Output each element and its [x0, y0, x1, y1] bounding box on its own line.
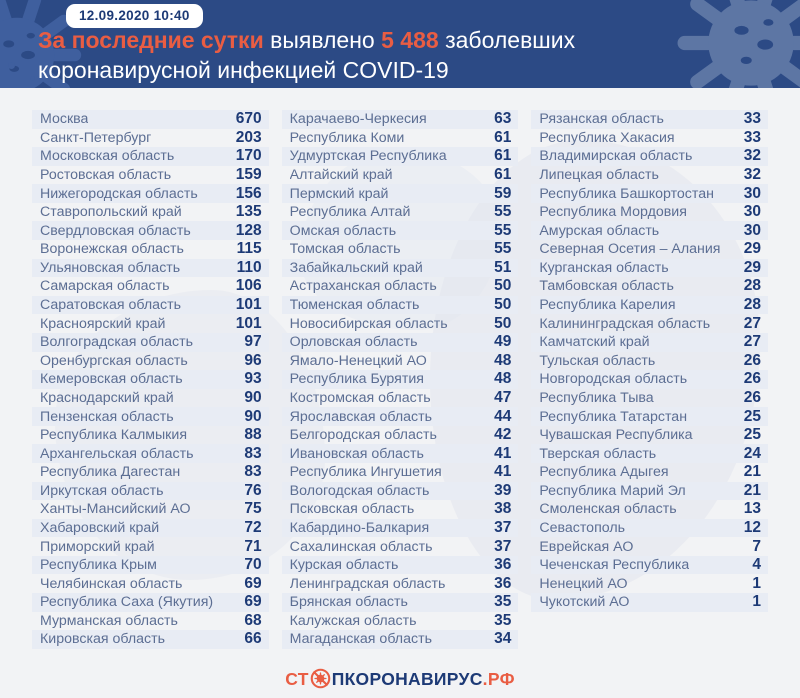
region-name: Орловская область [289, 334, 418, 351]
table-row [32, 110, 269, 129]
region-name: Пермский край [289, 185, 389, 202]
region-name: Карачаево-Черкесия [289, 111, 427, 128]
region-name: Оренбургская область [40, 352, 188, 369]
region-name: Республика Дагестан [40, 464, 181, 481]
region-name: Республика Коми [289, 129, 405, 146]
region-value: 50 [494, 296, 512, 314]
region-value: 21 [743, 481, 762, 499]
region-value: 30 [743, 184, 762, 202]
title-line2: коронавирусной инфекцией COVID-19 [38, 57, 449, 83]
region-value: 101 [235, 296, 262, 314]
decor-dot [8, 62, 15, 69]
table-row [531, 500, 768, 519]
region-name: Псковская область [289, 501, 415, 518]
table-row [32, 277, 269, 296]
region-value: 203 [235, 128, 262, 146]
table-row [32, 240, 269, 259]
region-name: Республика Бурятия [289, 371, 424, 388]
logo-main: ПКОРОНАВИРУС [331, 669, 483, 689]
region-value: 75 [244, 500, 262, 518]
region-table [32, 110, 768, 649]
table-row [32, 352, 269, 371]
region-value: 670 [235, 110, 262, 128]
region-name: Республика Ингушетия [289, 464, 442, 481]
region-name: Самарская область [40, 278, 170, 295]
table-row [531, 129, 768, 148]
region-name: Тульская область [539, 352, 656, 369]
region-name: Ивановская область [289, 445, 424, 462]
table-row [282, 370, 519, 389]
table-row [32, 556, 269, 575]
region-value: 83 [244, 444, 262, 462]
region-value: 26 [743, 351, 762, 369]
stopcoronavirus-logo [0, 668, 800, 690]
region-name: Забайкальский край [289, 259, 423, 276]
region-value: 34 [494, 630, 512, 648]
region-name: Рязанская область [539, 111, 664, 128]
region-value: 47 [494, 388, 512, 406]
table-row [282, 630, 519, 649]
region-value: 4 [752, 556, 762, 574]
table-row [282, 221, 519, 240]
region-value: 61 [494, 128, 512, 146]
region-value: 33 [743, 128, 762, 146]
region-name: Новосибирская область [289, 315, 448, 332]
table-row [531, 482, 768, 501]
region-value: 28 [743, 277, 762, 295]
region-value: 55 [494, 203, 512, 221]
region-value: 36 [494, 556, 512, 574]
region-name: Архангельская область [40, 445, 194, 462]
timestamp-badge: 12.09.2020 10:40 [66, 4, 203, 28]
table-row [282, 110, 519, 129]
region-value: 41 [494, 463, 512, 481]
region-name: Республика Крым [40, 557, 157, 574]
table-row [282, 407, 519, 426]
region-name: Омская область [289, 222, 397, 239]
region-name: Калининградская область [539, 315, 711, 332]
region-value: 1 [752, 593, 762, 611]
table-row [531, 389, 768, 408]
region-value: 39 [494, 481, 512, 499]
region-name: Тамбовская область [539, 278, 674, 295]
table-row [282, 463, 519, 482]
table-row [32, 407, 269, 426]
region-value: 76 [244, 481, 262, 499]
table-row [282, 259, 519, 278]
region-name: Красноярский край [40, 315, 166, 332]
region-name: Курганская область [539, 259, 669, 276]
region-value: 96 [244, 351, 262, 369]
region-name: Республика Адыгея [539, 464, 669, 481]
region-name: Ямало-Ненецкий АО [289, 352, 427, 369]
region-value: 21 [743, 463, 762, 481]
table-row [32, 463, 269, 482]
region-value: 69 [244, 593, 262, 611]
table-row [32, 426, 269, 445]
region-name: Амурская область [539, 222, 660, 239]
table-row [531, 240, 768, 259]
table-row [32, 519, 269, 538]
region-name: Чувашская Республика [539, 427, 693, 444]
page-title [38, 25, 575, 85]
table-row [32, 129, 269, 148]
table-row [531, 426, 768, 445]
region-value: 61 [494, 166, 512, 184]
region-value: 55 [494, 221, 512, 239]
region-value: 110 [236, 258, 262, 276]
table-row [282, 314, 519, 333]
region-value: 25 [743, 407, 762, 425]
region-value: 115 [236, 240, 262, 258]
region-name: Кабардино-Балкария [289, 520, 430, 536]
region-value: 50 [494, 277, 512, 295]
region-name: Чукотский АО [539, 594, 630, 611]
table-row [282, 426, 519, 445]
region-name: Новгородская область [539, 371, 688, 388]
region-name: Чеченская Республика [539, 557, 690, 574]
region-name: Севастополь [539, 520, 626, 536]
table-row [531, 352, 768, 371]
table-row [282, 556, 519, 575]
table-row [32, 314, 269, 333]
region-value: 27 [743, 314, 762, 332]
region-value: 25 [743, 426, 762, 444]
region-value: 26 [743, 388, 762, 406]
region-name: Северная Осетия – Алания [539, 241, 721, 258]
table-row [32, 147, 269, 166]
table-row [531, 277, 768, 296]
table-row [282, 537, 519, 556]
region-name: Нижегородская область [40, 185, 198, 202]
table-row [32, 537, 269, 556]
table-row [531, 444, 768, 463]
region-value: 61 [494, 147, 512, 165]
table-row [32, 296, 269, 315]
table-row [531, 314, 768, 333]
region-name: Саратовская область [40, 297, 182, 314]
region-value: 156 [235, 184, 262, 202]
region-value: 12 [743, 519, 762, 536]
region-name: Камчатский край [539, 334, 650, 351]
table-row [32, 630, 269, 649]
region-name: Волгоградская область [40, 334, 193, 351]
region-name: Томская область [289, 241, 401, 258]
region-name: Брянская область [289, 594, 408, 611]
region-value: 32 [743, 147, 762, 165]
table-row [32, 612, 269, 631]
no-virus-icon [310, 668, 331, 689]
table-row [282, 203, 519, 222]
region-value: 27 [743, 333, 762, 351]
table-row [282, 333, 519, 352]
region-value: 50 [494, 314, 512, 332]
title-highlight: За последние сутки [38, 27, 264, 53]
region-value: 83 [244, 463, 262, 481]
region-name: Воронежская область [40, 241, 184, 258]
region-value: 24 [743, 444, 762, 462]
table-row [32, 184, 269, 203]
region-value: 48 [494, 351, 512, 369]
region-name: Астраханская область [289, 278, 437, 295]
region-name: Кировская область [40, 631, 166, 648]
region-name: Магаданская область [289, 631, 432, 648]
region-name: Кемеровская область [40, 371, 183, 388]
table-row [282, 184, 519, 203]
region-name: Московская область [40, 148, 175, 165]
table-row [531, 407, 768, 426]
table-column-3 [531, 110, 768, 649]
region-value: 71 [244, 537, 262, 555]
region-name: Республика Башкортостан [539, 185, 714, 202]
region-value: 26 [743, 370, 762, 388]
region-name: Ульяновская область [40, 259, 181, 276]
table-row [531, 221, 768, 240]
table-row [282, 500, 519, 519]
region-name: Краснодарский край [40, 389, 174, 406]
region-value: 63 [494, 110, 512, 128]
table-row [32, 593, 269, 612]
region-value: 41 [494, 444, 512, 462]
region-value: 36 [494, 574, 512, 592]
region-name: Вологодская область [289, 482, 430, 499]
region-name: Приморский край [40, 538, 155, 555]
region-name: Смоленская область [539, 501, 677, 518]
table-row [32, 444, 269, 463]
region-value: 101 [235, 314, 262, 332]
table-row [32, 259, 269, 278]
table-row [32, 166, 269, 185]
table-row [282, 166, 519, 185]
region-value: 1 [752, 574, 762, 592]
region-name: Удмуртская Республика [289, 148, 447, 165]
region-value: 135 [235, 203, 262, 221]
region-value: 128 [235, 221, 262, 239]
table-row [32, 333, 269, 352]
region-name: Челябинская область [40, 575, 183, 592]
region-value: 29 [743, 258, 762, 276]
region-value: 69 [244, 574, 262, 592]
region-value: 35 [494, 593, 512, 611]
region-name: Республика Тыва [539, 389, 654, 406]
region-name: Пензенская область [40, 408, 174, 425]
region-value: 30 [743, 221, 762, 239]
table-row [531, 593, 768, 612]
region-name: Республика Саха (Якутия) [40, 594, 214, 611]
region-value: 90 [244, 388, 262, 406]
decor-dot [30, 76, 35, 81]
table-row [282, 277, 519, 296]
region-value: 70 [244, 556, 262, 574]
region-name: Санкт-Петербург [40, 129, 152, 146]
region-name: Республика Марий Эл [539, 482, 686, 499]
region-name: Ростовская область [40, 167, 172, 184]
region-name: Республика Калмыкия [40, 427, 188, 444]
region-value: 66 [244, 630, 262, 648]
title-number: 5 488 [381, 27, 439, 53]
table-row [282, 444, 519, 463]
region-value: 37 [494, 537, 512, 555]
region-name: Хабаровский край [40, 520, 160, 536]
region-name: Москва [40, 111, 89, 128]
table-column-1 [32, 110, 269, 649]
table-row [32, 203, 269, 222]
table-row [282, 612, 519, 631]
region-name: Ярославская область [289, 408, 432, 425]
logo-prefix: СТ [285, 669, 309, 689]
region-value: 48 [494, 370, 512, 388]
table-row [531, 556, 768, 575]
region-name: Ставропольский край [40, 204, 182, 221]
table-row [531, 574, 768, 593]
table-row [282, 574, 519, 593]
region-name: Костромская область [289, 389, 431, 406]
table-row [32, 500, 269, 519]
table-row [531, 166, 768, 185]
title-text: заболевших [445, 27, 576, 53]
region-name: Мурманская область [40, 612, 178, 629]
region-name: Алтайский край [289, 167, 393, 184]
region-value: 30 [743, 203, 762, 221]
region-name: Ханты-Мансийский АО [40, 501, 191, 518]
region-value: 90 [244, 407, 262, 425]
region-name: Еврейская АО [539, 538, 634, 555]
region-name: Ненецкий АО [539, 575, 628, 592]
table-row [282, 593, 519, 612]
region-value: 106 [235, 277, 262, 295]
virus-splat-icon [672, 0, 800, 88]
region-name: Ленинградская область [289, 575, 446, 592]
region-value: 170 [235, 147, 262, 165]
table-row [531, 147, 768, 166]
region-name: Иркутская область [40, 482, 164, 499]
logo-suffix: .РФ [482, 669, 515, 689]
region-value: 72 [244, 519, 262, 536]
table-row [32, 389, 269, 408]
region-value: 7 [752, 537, 762, 555]
table-column-2 [282, 110, 519, 649]
region-value: 38 [494, 500, 512, 518]
region-name: Тверская область [539, 445, 657, 462]
table-row [531, 259, 768, 278]
table-row [282, 147, 519, 166]
region-value: 51 [494, 258, 512, 276]
region-name: Липецкая область [539, 167, 659, 184]
table-row [32, 482, 269, 501]
region-value: 49 [494, 333, 512, 351]
region-name: Тюменская область [289, 297, 420, 314]
region-value: 97 [244, 333, 262, 351]
table-row [282, 240, 519, 259]
table-row [531, 519, 768, 538]
region-value: 42 [494, 426, 512, 444]
table-row [531, 110, 768, 129]
region-value: 13 [743, 500, 762, 518]
region-name: Республика Мордовия [539, 204, 687, 221]
table-row [531, 537, 768, 556]
region-value: 32 [743, 166, 762, 184]
table-row [282, 482, 519, 501]
table-row [531, 203, 768, 222]
region-name: Белгородская область [289, 427, 437, 444]
region-name: Республика Алтай [289, 204, 411, 221]
region-name: Республика Татарстан [539, 408, 688, 425]
region-value: 55 [494, 240, 512, 258]
table-row [531, 184, 768, 203]
table-row [32, 370, 269, 389]
table-row [282, 519, 519, 538]
region-name: Республика Хакасия [539, 129, 675, 146]
region-value: 35 [494, 611, 512, 629]
table-row [282, 129, 519, 148]
region-name: Свердловская область [40, 222, 191, 239]
region-value: 28 [743, 296, 762, 314]
region-name: Курская область [289, 557, 399, 574]
region-value: 68 [244, 611, 262, 629]
table-row [282, 389, 519, 408]
table-row [531, 296, 768, 315]
header [0, 0, 800, 88]
region-name: Владимирская область [539, 148, 693, 165]
table-row [531, 370, 768, 389]
table-row [282, 352, 519, 371]
region-value: 29 [743, 240, 762, 258]
region-value: 93 [244, 370, 262, 388]
region-name: Сахалинская область [289, 538, 433, 555]
region-value: 44 [494, 407, 512, 425]
title-text: выявлено [270, 27, 375, 53]
region-value: 88 [244, 426, 262, 444]
region-name: Калужская область [289, 612, 417, 629]
table-row [32, 574, 269, 593]
region-name: Республика Карелия [539, 297, 676, 314]
table-row [282, 296, 519, 315]
region-value: 37 [494, 519, 512, 536]
region-value: 59 [494, 184, 512, 202]
region-value: 33 [743, 110, 762, 128]
table-row [531, 463, 768, 482]
region-value: 159 [235, 166, 262, 184]
table-row [32, 221, 269, 240]
table-row [531, 333, 768, 352]
